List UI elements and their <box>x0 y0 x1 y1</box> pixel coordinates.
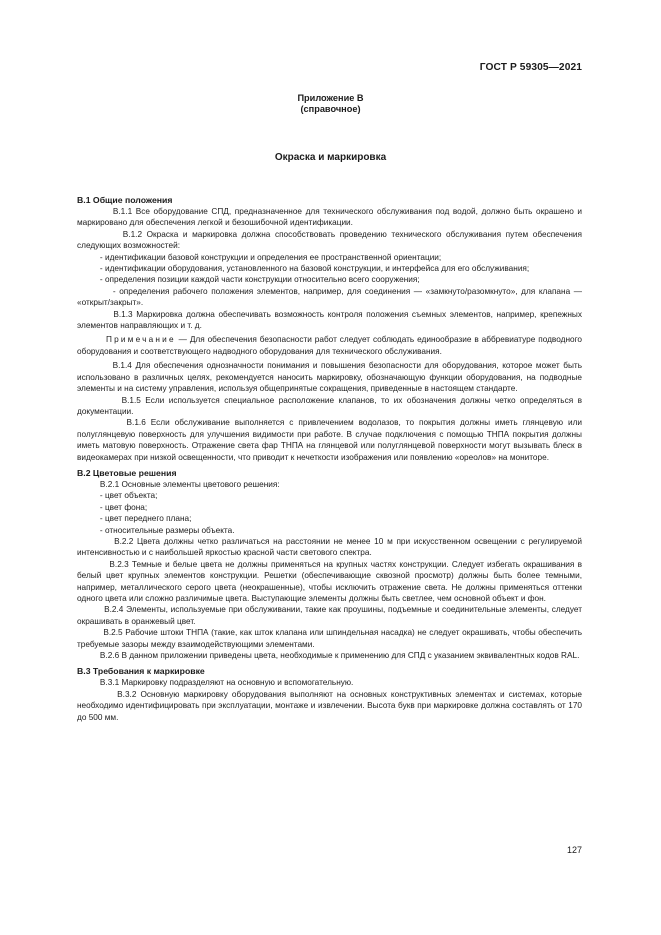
list-item: - идентификации базовой конструкции и определения ее пространственной ориентации; <box>77 252 442 262</box>
paragraph: В.1.2 Окраска и маркировка должна способствовать проведению технического обслуживания путем обеспечения следующих возможностей: <box>77 229 582 251</box>
list-item: - идентификации оборудования, установленного на базовой конструкции, и интерфейса для его обслуживания; <box>77 264 530 274</box>
list-item: - определения рабочего положения элементов, например, для соединения — «замкнуто/разомкнуто», для клапана — «открыт/закрыт». <box>77 286 582 308</box>
paragraph: В.2.2 Цвета должны четко различаться на расстоянии не менее 10 м при искусственном освещении с регулируемой интенсивностью и с наибольшей яркостью красной части светового спектра. <box>77 536 582 558</box>
annex-type: (справочное) <box>300 104 361 114</box>
note-label: Примечание <box>106 335 176 345</box>
paragraph: В.2.4 Элементы, используемые при обслуживании, такие как проушины, подъемные и соединительные элементы, следует окрашивать в оранжевый цвет. <box>77 605 582 626</box>
document-code: ГОСТ Р 59305—2021 <box>479 62 582 73</box>
paragraph: В.3.2 Основную маркировку оборудования выполняют на основных конструктивных элементах и системах, которые необходимо идентифицировать при эксплуатации, монтаже и извлечении. Высота букв при маркировке должна составлять от 170 до 500 мм. <box>77 689 582 722</box>
section-heading: В.2 Цветовые решения <box>77 467 177 478</box>
list-item: - определения позиции каждой части конструкции относительно всего сооружения; <box>77 275 420 285</box>
list-item: - относительные размеры объекта. <box>77 525 235 535</box>
list-item: - цвет переднего плана; <box>77 514 192 524</box>
paragraph: В.1.6 Если обслуживание выполняется с привлечением водолазов, то покрытия должны иметь глянцевую или полуглянцевую поверхность для улучшения видимости при работе. В случае подключения с помощью ТНПА покрытия должны иметь матовую поверхность. Отражение света фар ТНПА на глянцевой или полуглянцевой поверхности могут вызывать блеск в видеокамерах при низкой освещенности, что приводит к нечеткости изображения или появлению «ореолов» на мониторе. <box>77 418 582 462</box>
page-number: 127 <box>566 845 582 855</box>
paragraph: В.3.1 Маркировку подразделяют на основную и вспомогательную. <box>77 678 354 688</box>
paragraph: В.1.1 Все оборудование СПД, предназначенное для технического обслуживания под водой, должно быть окрашено и маркировано для обеспечения легкой и безошибочной идентификации. <box>77 207 582 228</box>
paragraph: В.1.5 Если используется специальное расположение клапанов, то их обозначения должны четко определяться в документации. <box>77 395 582 416</box>
paragraph: В.1.3 Маркировка должна обеспечивать возможность контроля положения съемных элементов, например, крепежных элементов направляющих и т. д. <box>77 309 582 331</box>
document-body <box>77 194 582 723</box>
annex-title: Окраска и маркировка <box>274 152 387 163</box>
note-text: — Для обеспечения безопасности работ следует соблюдать единообразие в аббревиатуре подводного оборудования и соответствующего надводного оборудования для технического обслуживания. <box>77 335 583 356</box>
paragraph: В.2.1 Основные элементы цветового решения: <box>77 479 280 489</box>
section-heading: В.3 Требования к маркировке <box>77 666 205 677</box>
list-item: - цвет фона; <box>77 502 148 512</box>
annex-label: Приложение В <box>297 93 364 103</box>
paragraph: В.2.6 В данном приложении приведены цвета, необходимые к применению для СПД с указанием эквивалентных кодов RAL. <box>77 651 580 661</box>
list-item: - цвет объекта; <box>77 491 158 501</box>
paragraph: В.2.3 Темные и белые цвета не должны применяться на крупных частях конструкции. Следует избегать окрашивания в белый цвет крупных элементов конструкции. Решетки (обеспечивающие сквозной просмотр) должны быть более темными, например, металлического серого цвета (неокрашенные), чтобы исключить отражение света. Не должны применяться оттенки одного цвета или сложно различимые цвета. Выступающие элементы должны быть светлее, чем основной объект и фон. <box>77 559 582 603</box>
note <box>77 334 582 357</box>
section-heading: В.1 Общие положения <box>77 195 173 205</box>
paragraph: В.1.4 Для обеспечения однозначности понимания и повышения безопасности для оборудования, которое может быть использовано в различных целях, рекомендуется наносить маркировку, обозначающую функции оборудования, на подводные элементы и на систему управления, используя общепринятые сокращения, приведенные в настоящем стандарте. <box>77 361 582 394</box>
paragraph: В.2.5 Рабочие штоки ТНПА (такие, как шток клапана или шпиндельная насадка) не следует окрашивать, чтобы обеспечить требуемые зазоры между взаимодействующими элементами. <box>77 628 582 649</box>
